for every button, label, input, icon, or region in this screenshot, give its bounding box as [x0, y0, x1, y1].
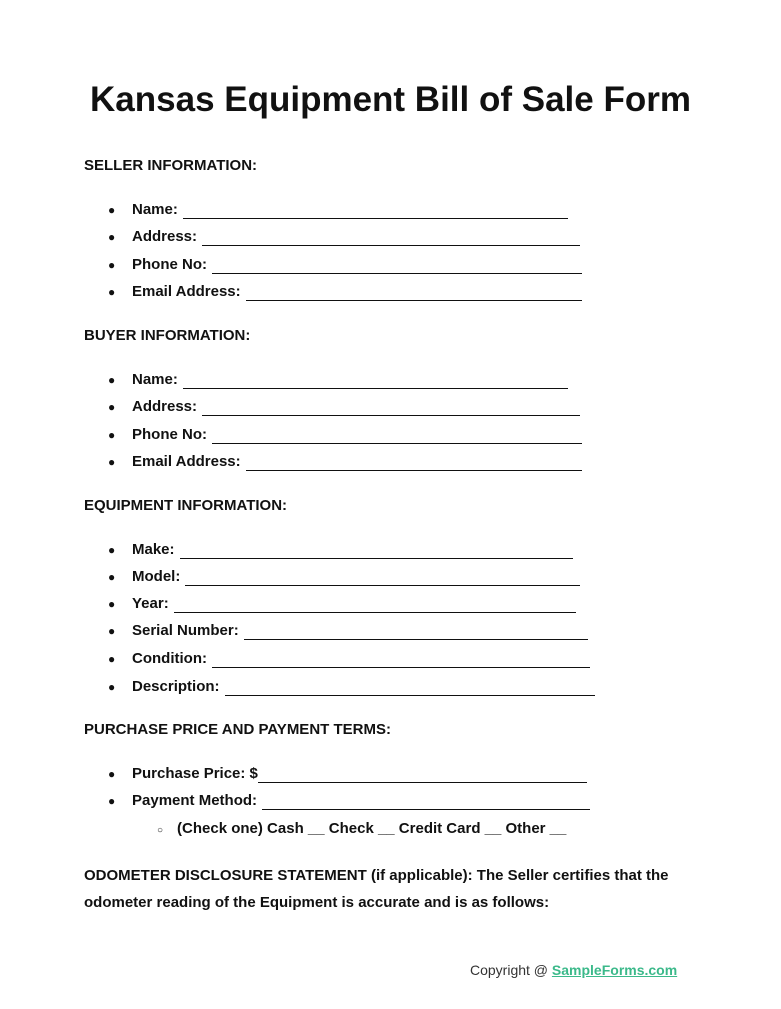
page-title: Kansas Equipment Bill of Sale Form — [90, 80, 691, 119]
equipment-condition-field[interactable]: ● Condition: — [108, 650, 590, 668]
bullet-icon: ● — [108, 597, 116, 611]
circle-bullet-icon: ○ — [157, 825, 164, 836]
seller-phone-field[interactable]: ● Phone No: — [108, 256, 582, 274]
input-line[interactable] — [183, 374, 568, 389]
seller-name-field[interactable]: ● Name: — [108, 201, 568, 219]
input-line[interactable] — [180, 544, 573, 559]
bullet-icon: ● — [108, 285, 116, 299]
bullet-icon: ● — [108, 767, 116, 781]
input-line[interactable] — [212, 653, 590, 668]
buyer-email-field[interactable]: ● Email Address: — [108, 453, 582, 471]
input-line[interactable] — [246, 286, 582, 301]
bullet-icon: ● — [108, 794, 116, 808]
input-line[interactable] — [202, 401, 580, 416]
input-line[interactable] — [183, 204, 568, 219]
seller-email-field[interactable]: ● Email Address: — [108, 283, 582, 301]
equipment-heading: EQUIPMENT INFORMATION: — [84, 497, 288, 514]
seller-heading: SELLER INFORMATION: — [84, 157, 258, 174]
input-line[interactable] — [212, 429, 582, 444]
bullet-icon: ● — [108, 258, 116, 272]
payment-method-field[interactable]: ● Payment Method: — [108, 792, 590, 810]
equipment-model-field[interactable]: ● Model: — [108, 568, 580, 586]
input-line[interactable] — [212, 259, 582, 274]
equipment-description-field[interactable]: ● Description: — [108, 678, 595, 696]
input-line[interactable] — [225, 681, 595, 696]
bullet-icon: ● — [108, 652, 116, 666]
bullet-icon: ● — [108, 400, 116, 414]
bullet-icon: ● — [108, 373, 116, 387]
input-line[interactable] — [258, 768, 587, 783]
sampleforms-link[interactable]: SampleForms.com — [551, 962, 678, 978]
input-line[interactable] — [244, 625, 588, 640]
equipment-make-field[interactable]: ● Make: — [108, 541, 573, 559]
purchase-price-field[interactable]: ● Purchase Price: $ — [108, 765, 587, 783]
buyer-address-field[interactable]: ● Address: — [108, 398, 580, 416]
bullet-icon: ● — [108, 680, 116, 694]
odometer-statement: ODOMETER DISCLOSURE STATEMENT (if applicable): The Seller certifies that the odometer reading of the Equipment is accurate and is as follows: — [84, 867, 669, 911]
equipment-year-field[interactable]: ● Year: — [108, 595, 576, 613]
input-line[interactable] — [246, 456, 582, 471]
bullet-icon: ● — [108, 455, 116, 469]
bullet-icon: ● — [108, 543, 116, 557]
payment-options: ○ (Check one) Cash __ Check __ Credit Card __ Other __ — [157, 820, 567, 837]
equipment-serial-field[interactable]: ● Serial Number: — [108, 622, 588, 640]
bullet-icon: ● — [108, 230, 116, 244]
payment-heading: PURCHASE PRICE AND PAYMENT TERMS: — [84, 721, 391, 738]
input-line[interactable] — [174, 598, 576, 613]
buyer-heading: BUYER INFORMATION: — [84, 327, 251, 344]
bullet-icon: ● — [108, 624, 116, 638]
bullet-icon: ● — [108, 428, 116, 442]
input-line[interactable] — [185, 571, 580, 586]
buyer-phone-field[interactable]: ● Phone No: — [108, 426, 582, 444]
copyright: Copyright @ SampleForms.com — [470, 962, 678, 978]
input-line[interactable] — [262, 795, 590, 810]
buyer-name-field[interactable]: ● Name: — [108, 371, 568, 389]
bullet-icon: ● — [108, 203, 116, 217]
bullet-icon: ● — [108, 570, 116, 584]
input-line[interactable] — [202, 231, 580, 246]
seller-address-field[interactable]: ● Address: — [108, 228, 580, 246]
